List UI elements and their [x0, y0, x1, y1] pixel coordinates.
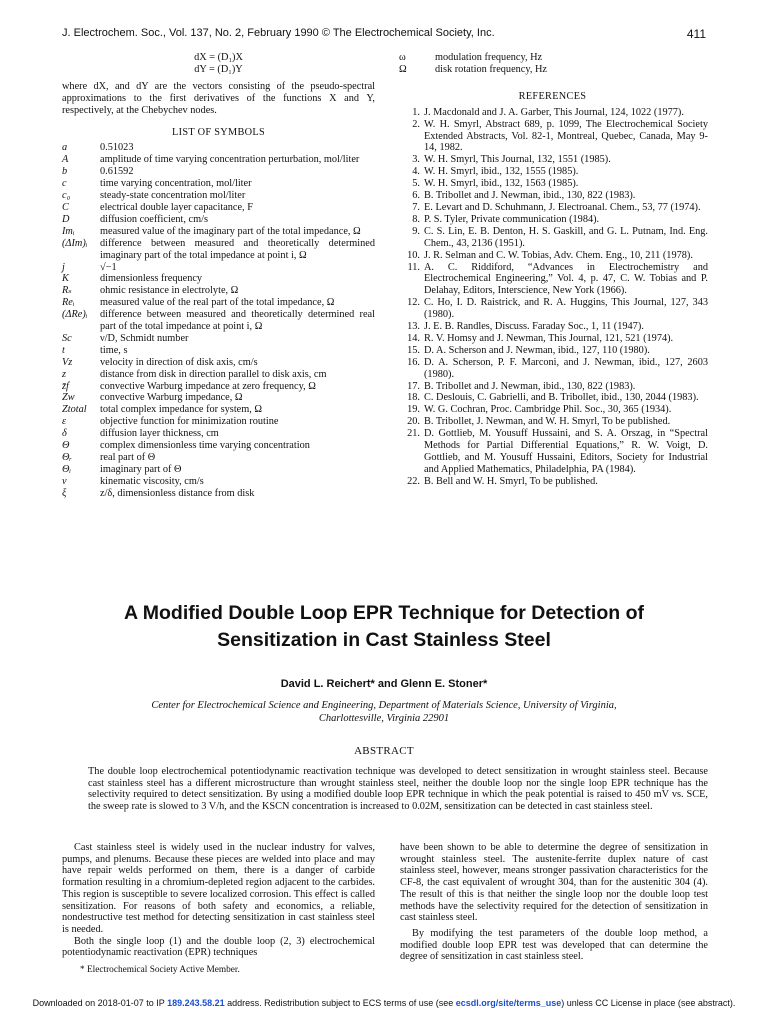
symbol-definition: convective Warburg impedance, Ω [100, 392, 243, 404]
symbol-definition: kinematic viscosity, cm/s [100, 475, 204, 487]
footer-prefix: Downloaded on 2018-01-07 to IP [32, 998, 168, 1008]
symbol-definition: electrical double layer capacitance, F [100, 201, 253, 213]
symbol-term: K [62, 273, 69, 285]
symbol-term: (ΔRe)ᵢ [62, 309, 88, 321]
symbol-row [62, 297, 375, 309]
symbol-row [62, 214, 375, 226]
reference-item [397, 107, 708, 119]
page-number: 411 [686, 27, 706, 41]
reference-text: W. H. Smyrl, Abstract 689, p. 1099, The Electrochemical Society Extended Abstracts, Vol. 82-1, Montreal, Quebec, Canada, May 9-14, 1982. [424, 118, 708, 154]
symbol-term: Zw [62, 392, 75, 404]
reference-item [397, 428, 708, 476]
top-right-column [397, 52, 708, 488]
intro-paragraph: where dX, and dY are the vectors consisting of the pseudo-spectral approximations to the first derivatives of the functions X and Y, respectively, at the Chebychev nodes. [62, 80, 375, 116]
reference-number: 10. [407, 249, 420, 261]
reference-text: P. S. Tyler, Private communication (1984). [424, 213, 600, 225]
symbol-row [62, 273, 375, 285]
reference-text: W. H. Smyrl, This Journal, 132, 1551 (1985). [424, 154, 611, 166]
reference-number: 6. [412, 190, 420, 202]
symbol-definition: convective Warburg impedance at zero frequency, Ω [100, 380, 316, 392]
symbol-term: j [62, 261, 65, 273]
symbol-definition: modulation frequency, Hz [435, 52, 543, 63]
symbol-term: c₀ [62, 190, 71, 202]
affiliation [62, 699, 706, 725]
footer-middle: address. Redistribution subject to ECS terms of use (see [224, 998, 456, 1008]
equation-2: dY = (D₁)Y [194, 63, 243, 75]
reference-item [397, 202, 708, 214]
symbol-row [62, 428, 375, 440]
symbol-row [62, 166, 375, 178]
reference-item [397, 297, 708, 321]
top-left-column [62, 52, 375, 500]
reference-item [397, 262, 708, 298]
reference-number: 12. [407, 297, 420, 309]
symbol-term: Ztotal [62, 404, 87, 416]
reference-item [397, 357, 708, 381]
symbol-definition: velocity in direction of disk axis, cm/s [100, 356, 258, 368]
reference-item [397, 392, 708, 404]
reference-text: J. R. Selman and C. W. Tobias, Adv. Chem. Eng., 10, 211 (1978). [424, 249, 693, 261]
symbol-definition: objective function for minimization routine [100, 416, 279, 428]
symbols-table [62, 142, 375, 499]
footer-terms-link[interactable]: ecsdl.org/site/terms_use [455, 998, 562, 1008]
symbol-row [62, 381, 375, 393]
reference-number: 18. [407, 392, 420, 404]
symbol-term: Imᵢ [62, 225, 75, 237]
symbol-term: b [62, 166, 68, 178]
symbol-definition: distance from disk in direction parallel to disk axis, cm [100, 368, 327, 380]
reference-number: 14. [407, 332, 420, 344]
reference-item [397, 119, 708, 155]
symbol-term: Θᵣ [62, 452, 72, 463]
symbol-definition: time varying concentration, mol/liter [100, 178, 252, 190]
reference-text: D. Gottlieb, M. Yousuff Hussaini, and S. A. Orszag, in “Spectral Methods for Partial Differential Equations,” R. W. Voigt, D. Gottlieb, and M. Yousuff Hussaini, Editors, Society for Industrial and Applied Mathematics, Philadelphia, PA (1984). [424, 428, 708, 475]
symbol-definition: real part of Θ [100, 452, 156, 463]
affiliation-line-1: Center for Electrochemical Science and Engineering, Department of Materials Science, University of Virginia, [151, 700, 617, 711]
symbol-term: C [62, 201, 69, 213]
symbol-term: c [62, 178, 67, 190]
symbol-row [397, 64, 708, 76]
symbol-term: ω [399, 52, 406, 63]
body-paragraph-4: By modifying the test parameters of the double loop method, a modified double loop EPR test was developed that can determine the degree of sensitization in cast stainless steel. [400, 927, 708, 963]
footer-ip-link[interactable]: 189.243.58.21 [167, 998, 225, 1008]
reference-number: 4. [412, 166, 420, 178]
symbol-row [62, 488, 375, 500]
body-left-column [62, 842, 375, 977]
symbol-definition: imaginary part of Θ [100, 463, 182, 475]
symbol-term: Rₛ [62, 285, 72, 297]
reference-item [397, 250, 708, 262]
symbol-term: ε [62, 416, 67, 428]
symbol-row [62, 178, 375, 190]
reference-item [397, 381, 708, 393]
reference-number: 22. [407, 475, 420, 487]
symbol-definition: complex dimensionless time varying concentration [100, 440, 310, 452]
reference-text: B. Tribollet and J. Newman, ibid., 130, 822 (1983). [424, 380, 636, 392]
reference-number: 1. [412, 106, 420, 118]
reference-item [397, 321, 708, 333]
reference-item [397, 404, 708, 416]
reference-number: 16. [407, 356, 420, 368]
reference-number: 8. [412, 213, 420, 225]
symbol-term: z̄f [62, 380, 69, 392]
reference-number: 3. [412, 154, 420, 166]
symbol-row [62, 357, 375, 369]
reference-number: 15. [407, 344, 420, 356]
reference-text: J. E. B. Randles, Discuss. Faraday Soc., 1, 11 (1947). [424, 321, 644, 333]
reference-item [397, 226, 708, 250]
symbol-term: A [62, 154, 69, 166]
reference-text: B. Tribollet and J. Newman, ibid., 130, 822 (1983). [424, 190, 636, 202]
reference-number: 19. [407, 404, 420, 416]
download-footer [0, 998, 768, 1008]
symbol-row [62, 202, 375, 214]
reference-item [397, 333, 708, 345]
reference-text: A. C. Riddiford, “Advances in Electrochemistry and Electrochemical Engineering,” Vol. 4, p. 47, C. W. Tobias and P. Delahay, Editors, Interscience, New York (1966). [424, 261, 708, 297]
symbol-row [62, 404, 375, 416]
affiliation-line-2: Charlottesville, Virginia 22901 [318, 713, 450, 724]
reference-number: 20. [407, 416, 420, 428]
symbol-row [62, 392, 375, 404]
reference-text: D. A. Scherson and J. Newman, ibid., 127, 110 (1980). [424, 344, 650, 356]
authors: David L. Reichert* and Glenn E. Stoner* [280, 678, 488, 690]
symbol-definition: difference between measured and theoretically determined real part of the total impedance at point i, Ω [100, 309, 375, 333]
symbol-row [62, 154, 375, 166]
body-paragraph-2: Both the single loop (1) and the double loop (2, 3) electrochemical potentiodynamic reactivation (EPR) techniques [62, 935, 375, 959]
reference-text: B. Tribollet, J. Newman, and W. H. Smyrl, To be published. [424, 416, 671, 428]
symbol-term: a [62, 142, 68, 154]
reference-item [397, 214, 708, 226]
symbol-row [62, 285, 375, 297]
symbol-term: ν [62, 475, 67, 487]
symbols-continued [397, 52, 708, 76]
reference-number: 5. [412, 178, 420, 190]
abstract-text: The double loop electrochemical potentiodynamic reactivation technique was developed to detect sensitization in wrought stainless steel. Because cast stainless steel has a different microstructure than wrought stainless steel, neither the double loop nor the single loop EPR technique has the selectivity required to detect sensitization. By using a modified double loop EPR technique in which the peak potential is raised to 450 mV vs. SCE, the sweep rate is slowed to 3 V/h, and the KSCN concentration is increased to 0.02M, sensitization can be detected in cast stainless steel. [88, 766, 708, 812]
symbol-definition: diffusion coefficient, cm/s [100, 213, 208, 225]
symbol-term: ξ [62, 487, 67, 499]
symbol-row [62, 262, 375, 274]
symbol-row [62, 416, 375, 428]
symbol-row [62, 464, 375, 476]
symbol-term: Ω [399, 63, 407, 75]
title-line-1: A Modified Double Loop EPR Technique for Detection of [124, 602, 644, 624]
symbol-row [62, 369, 375, 381]
symbol-row [62, 238, 375, 262]
symbol-term: Θᵢ [62, 463, 72, 475]
reference-text: C. Deslouis, C. Gabrielli, and B. Tribollet, ibid., 130, 2044 (1983). [424, 392, 699, 404]
symbol-definition: time, s [100, 344, 128, 356]
symbol-row [62, 226, 375, 238]
symbol-definition: ν/D, Schmidt number [100, 332, 189, 344]
reference-number: 7. [412, 201, 420, 213]
journal-citation: J. Electrochem. Soc., Vol. 137, No. 2, February 1990 © The Electrochemical Society, Inc. [62, 27, 495, 39]
abstract-heading: ABSTRACT [354, 745, 414, 757]
symbol-definition: steady-state concentration mol/liter [100, 190, 246, 202]
symbol-row [62, 345, 375, 357]
equation-1: dX = (D₁)X [194, 52, 243, 63]
symbol-definition: 0.61592 [100, 166, 134, 178]
references-list [397, 107, 708, 488]
symbol-row [62, 190, 375, 202]
reference-item [397, 345, 708, 357]
footer-suffix: ) unless CC License in place (see abstract). [561, 998, 736, 1008]
symbol-definition: measured value of the real part of the total impedance, Ω [100, 297, 335, 309]
reference-item [397, 166, 708, 178]
symbol-term: D [62, 213, 70, 225]
symbol-row [62, 452, 375, 464]
reference-number: 17. [407, 380, 420, 392]
symbol-definition: measured value of the imaginary part of the total impedance, Ω [100, 225, 361, 237]
body-right-column [400, 842, 708, 963]
title-line-2: Sensitization in Cast Stainless Steel [217, 629, 551, 651]
reference-text: J. Macdonald and J. A. Garber, This Journal, 124, 1022 (1977). [424, 106, 684, 118]
symbol-term: δ [62, 428, 67, 440]
reference-text: W. G. Cochran, Proc. Cambridge Phil. Soc., 30, 365 (1934). [424, 404, 672, 416]
symbol-row [62, 142, 375, 154]
body-paragraph-1: Cast stainless steel is widely used in the nuclear industry for valves, pumps, and plenums. Because these pieces are welded into place and may have repair welds performed on them, there is a danger of carbide formation resulting in a chromium-depleted region adjacent to the carbides. This region is susceptible to severe localized corrosion. This effect is called sensitization. For reasons of both safety and economics, a reliable, nondestructive test method for detecting sensitization in cast stainless steel is needed. [62, 842, 375, 935]
reference-number: 21. [407, 428, 420, 440]
reference-text: B. Bell and W. H. Smyrl, To be published. [424, 475, 598, 487]
symbol-definition: dimensionless frequency [100, 273, 203, 285]
symbol-definition: difference between measured and theoretically determined imaginary part of the total impedance at point i, Ω [100, 237, 375, 261]
symbol-row [397, 52, 708, 64]
reference-text: W. H. Smyrl, ibid., 132, 1563 (1985). [424, 178, 579, 190]
symbol-row [62, 440, 375, 452]
symbol-term: (ΔIm)ᵢ [62, 237, 88, 249]
reference-item [397, 178, 708, 190]
references-heading: REFERENCES [518, 90, 587, 102]
symbol-definition: diffusion layer thickness, cm [100, 428, 219, 440]
reference-text: D. A. Scherson, P. F. Marconi, and J. Newman, ibid., 127, 2603 (1980). [424, 356, 708, 380]
symbol-definition: √−1 [100, 261, 117, 273]
symbol-definition: amplitude of time varying concentration perturbation, mol/liter [100, 154, 360, 166]
footnote: * Electrochemical Society Active Member. [80, 965, 240, 976]
symbol-definition: ohmic resistance in electrolyte, Ω [100, 285, 239, 297]
reference-text: C. Ho, I. D. Raistrick, and R. A. Huggins, This Journal, 127, 343 (1980). [424, 297, 708, 321]
symbol-definition: disk rotation frequency, Hz [435, 63, 547, 75]
reference-item [397, 416, 708, 428]
reference-text: R. V. Homsy and J. Newman, This Journal, 121, 521 (1974). [424, 332, 674, 344]
symbol-term: Θ [62, 440, 70, 452]
body-paragraph-3: have been shown to be able to determine the degree of sensitization in wrought stainless steel. The austenite-ferrite duplex nature of cast stainless steel, however, means stronger passivation characteristics for the CF-8, the cast equivalent of wrought 304, than for the austenitic 304 (4). The result of this is that neither the single loop nor the double loop test methods have the selectivity required for the detection of sensitization in cast stainless steel. [400, 842, 708, 924]
symbol-term: z [62, 368, 67, 380]
reference-item [397, 190, 708, 202]
reference-number: 11. [407, 261, 420, 273]
reference-text: W. H. Smyrl, ibid., 132, 1555 (1985). [424, 166, 579, 178]
reference-text: C. S. Lin, E. B. Denton, H. S. Gaskill, and G. L. Putnam, Ind. Eng. Chem., 43, 2136 (1951). [424, 225, 708, 249]
reference-number: 13. [407, 321, 420, 333]
reference-number: 9. [412, 225, 420, 237]
article-title [62, 600, 706, 654]
symbol-row [62, 309, 375, 333]
symbol-term: Reᵢ [62, 297, 75, 309]
reference-text: E. Levart and D. Schuhmann, J. Electroanal. Chem., 53, 77 (1974). [424, 201, 701, 213]
symbol-definition: z/δ, dimensionless distance from disk [100, 487, 255, 499]
symbol-term: Vz [62, 356, 73, 368]
symbol-row [62, 476, 375, 488]
symbol-term: Sc [62, 332, 72, 344]
symbols-heading: LIST OF SYMBOLS [172, 126, 265, 138]
symbol-row [62, 333, 375, 345]
symbol-definition: total complex impedance for system, Ω [100, 404, 263, 416]
reference-item [397, 476, 708, 488]
reference-number: 2. [412, 118, 420, 130]
symbol-definition: 0.51023 [100, 142, 134, 154]
reference-item [397, 154, 708, 166]
symbol-term: t [62, 344, 65, 356]
